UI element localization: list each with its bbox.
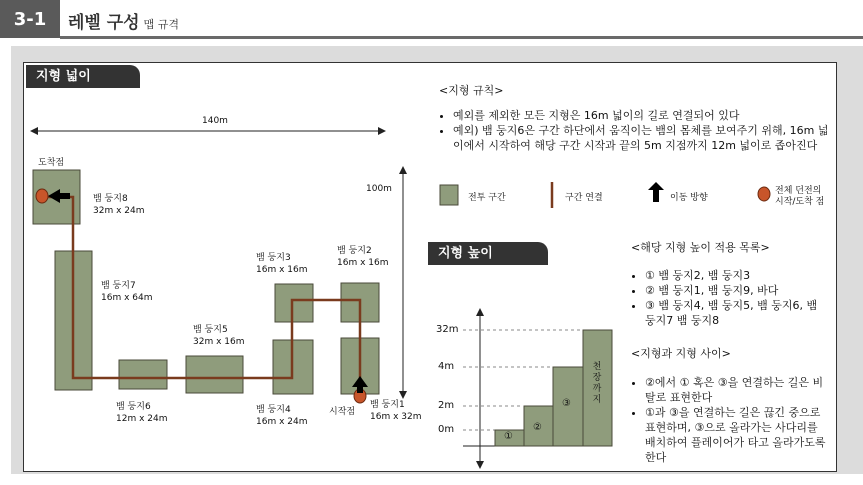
legend-link-label: 구간 연결 (565, 193, 603, 203)
segment-label-nest-4: 뱀 둥지4 16m x 24m (256, 405, 308, 427)
tick-label-4m: 4m (438, 361, 455, 372)
segment-label-nest-8: 뱀 둥지8 32m x 24m (93, 194, 145, 216)
width-dimension-label: 140m (202, 116, 228, 126)
segment-label-nest-7: 뱀 둥지7 16m x 64m (101, 281, 153, 303)
apply-list (631, 268, 829, 328)
start-label: 시작점 (329, 407, 356, 417)
section-number: 3-1 (0, 0, 60, 38)
apply-item: • ② 뱀 둥지1, 뱀 둥지9, 바다 (645, 283, 829, 298)
height-dimension-label: 100m (366, 184, 392, 194)
legend-zone-swatch (440, 185, 458, 205)
between-list-title: <지형과 지형 사이> (631, 347, 731, 360)
apply-list-title: <해당 지형 높이 적용 목록> (631, 241, 770, 254)
height-section-tab: 지형 높이 (428, 242, 548, 265)
zone-nest-6 (119, 360, 167, 389)
step-label-1: ① (504, 431, 513, 442)
tick-label-0m: 0m (438, 424, 455, 435)
tick-label-2m: 2m (438, 400, 455, 411)
rule-item: • 예외) 뱀 둥지6은 구간 하단에서 움직이는 뱀의 몸체를 보여주기 위해, 16m 넓이에서 시작하여 해당 구간 시작과 끝의 5m 지점까지 12m 넓이로 좁아진다 (453, 123, 829, 153)
between-item: • ②에서 ① 혹은 ③을 연결하는 길은 비탈로 표현한다 (645, 375, 829, 405)
zone-nest-3 (275, 284, 313, 322)
step-label-2: ② (533, 422, 542, 433)
segment-label-nest-5: 뱀 둥지5 32m x 16m (193, 325, 245, 347)
segment-label-nest-3: 뱀 둥지3 16m x 16m (256, 253, 308, 275)
legend-zone-label: 전투 구간 (468, 193, 506, 203)
apply-item: • ① 뱀 둥지2, 뱀 둥지3 (645, 268, 829, 283)
tick-label-32m: 32m (436, 324, 459, 335)
legend-direction-arrow-icon (648, 182, 664, 202)
width-section-tab: 지형 넓이 (26, 65, 140, 88)
rule-item: • 예외를 제외한 모든 지형은 16m 넓이의 길로 연결되어 있다 (453, 108, 829, 123)
segment-label-nest-6: 뱀 둥지6 12m x 24m (116, 402, 168, 424)
zone-nest-5 (186, 356, 243, 393)
arrival-label: 도착점 (38, 158, 65, 168)
terrain-rules-list (439, 108, 829, 153)
apply-item: • ③ 뱀 둥지4, 뱀 둥지5, 뱀 둥지6, 뱀 둥지7 뱀 둥지8 (645, 298, 829, 328)
between-list (631, 375, 829, 465)
legend-endpoint-icon (758, 187, 770, 201)
step-label-3: ③ (562, 398, 571, 409)
segment-label-nest-2: 뱀 둥지2 16m x 16m (337, 246, 389, 268)
arrival-point-icon (36, 189, 48, 203)
step-label-ceiling: 천장까지 (592, 362, 602, 405)
between-item: • ①과 ③을 연결하는 길은 끊긴 중으로 표현하며, ③으로 올라가는 사다리를 배치하여 플레이어가 타고 올라가도록 한다 (645, 405, 829, 465)
terrain-rules-title: <지형 규칙> (439, 84, 504, 97)
title-text: 레벨 구성 (68, 13, 140, 33)
legend-direction-label: 이동 방향 (670, 193, 708, 203)
subtitle-text: 맵 규격 (143, 18, 179, 31)
segment-label-nest-1: 뱀 둥지1 16m x 32m (370, 400, 422, 422)
legend-endpoint-label: 전체 던전의 시작/도착 점 (775, 186, 825, 207)
